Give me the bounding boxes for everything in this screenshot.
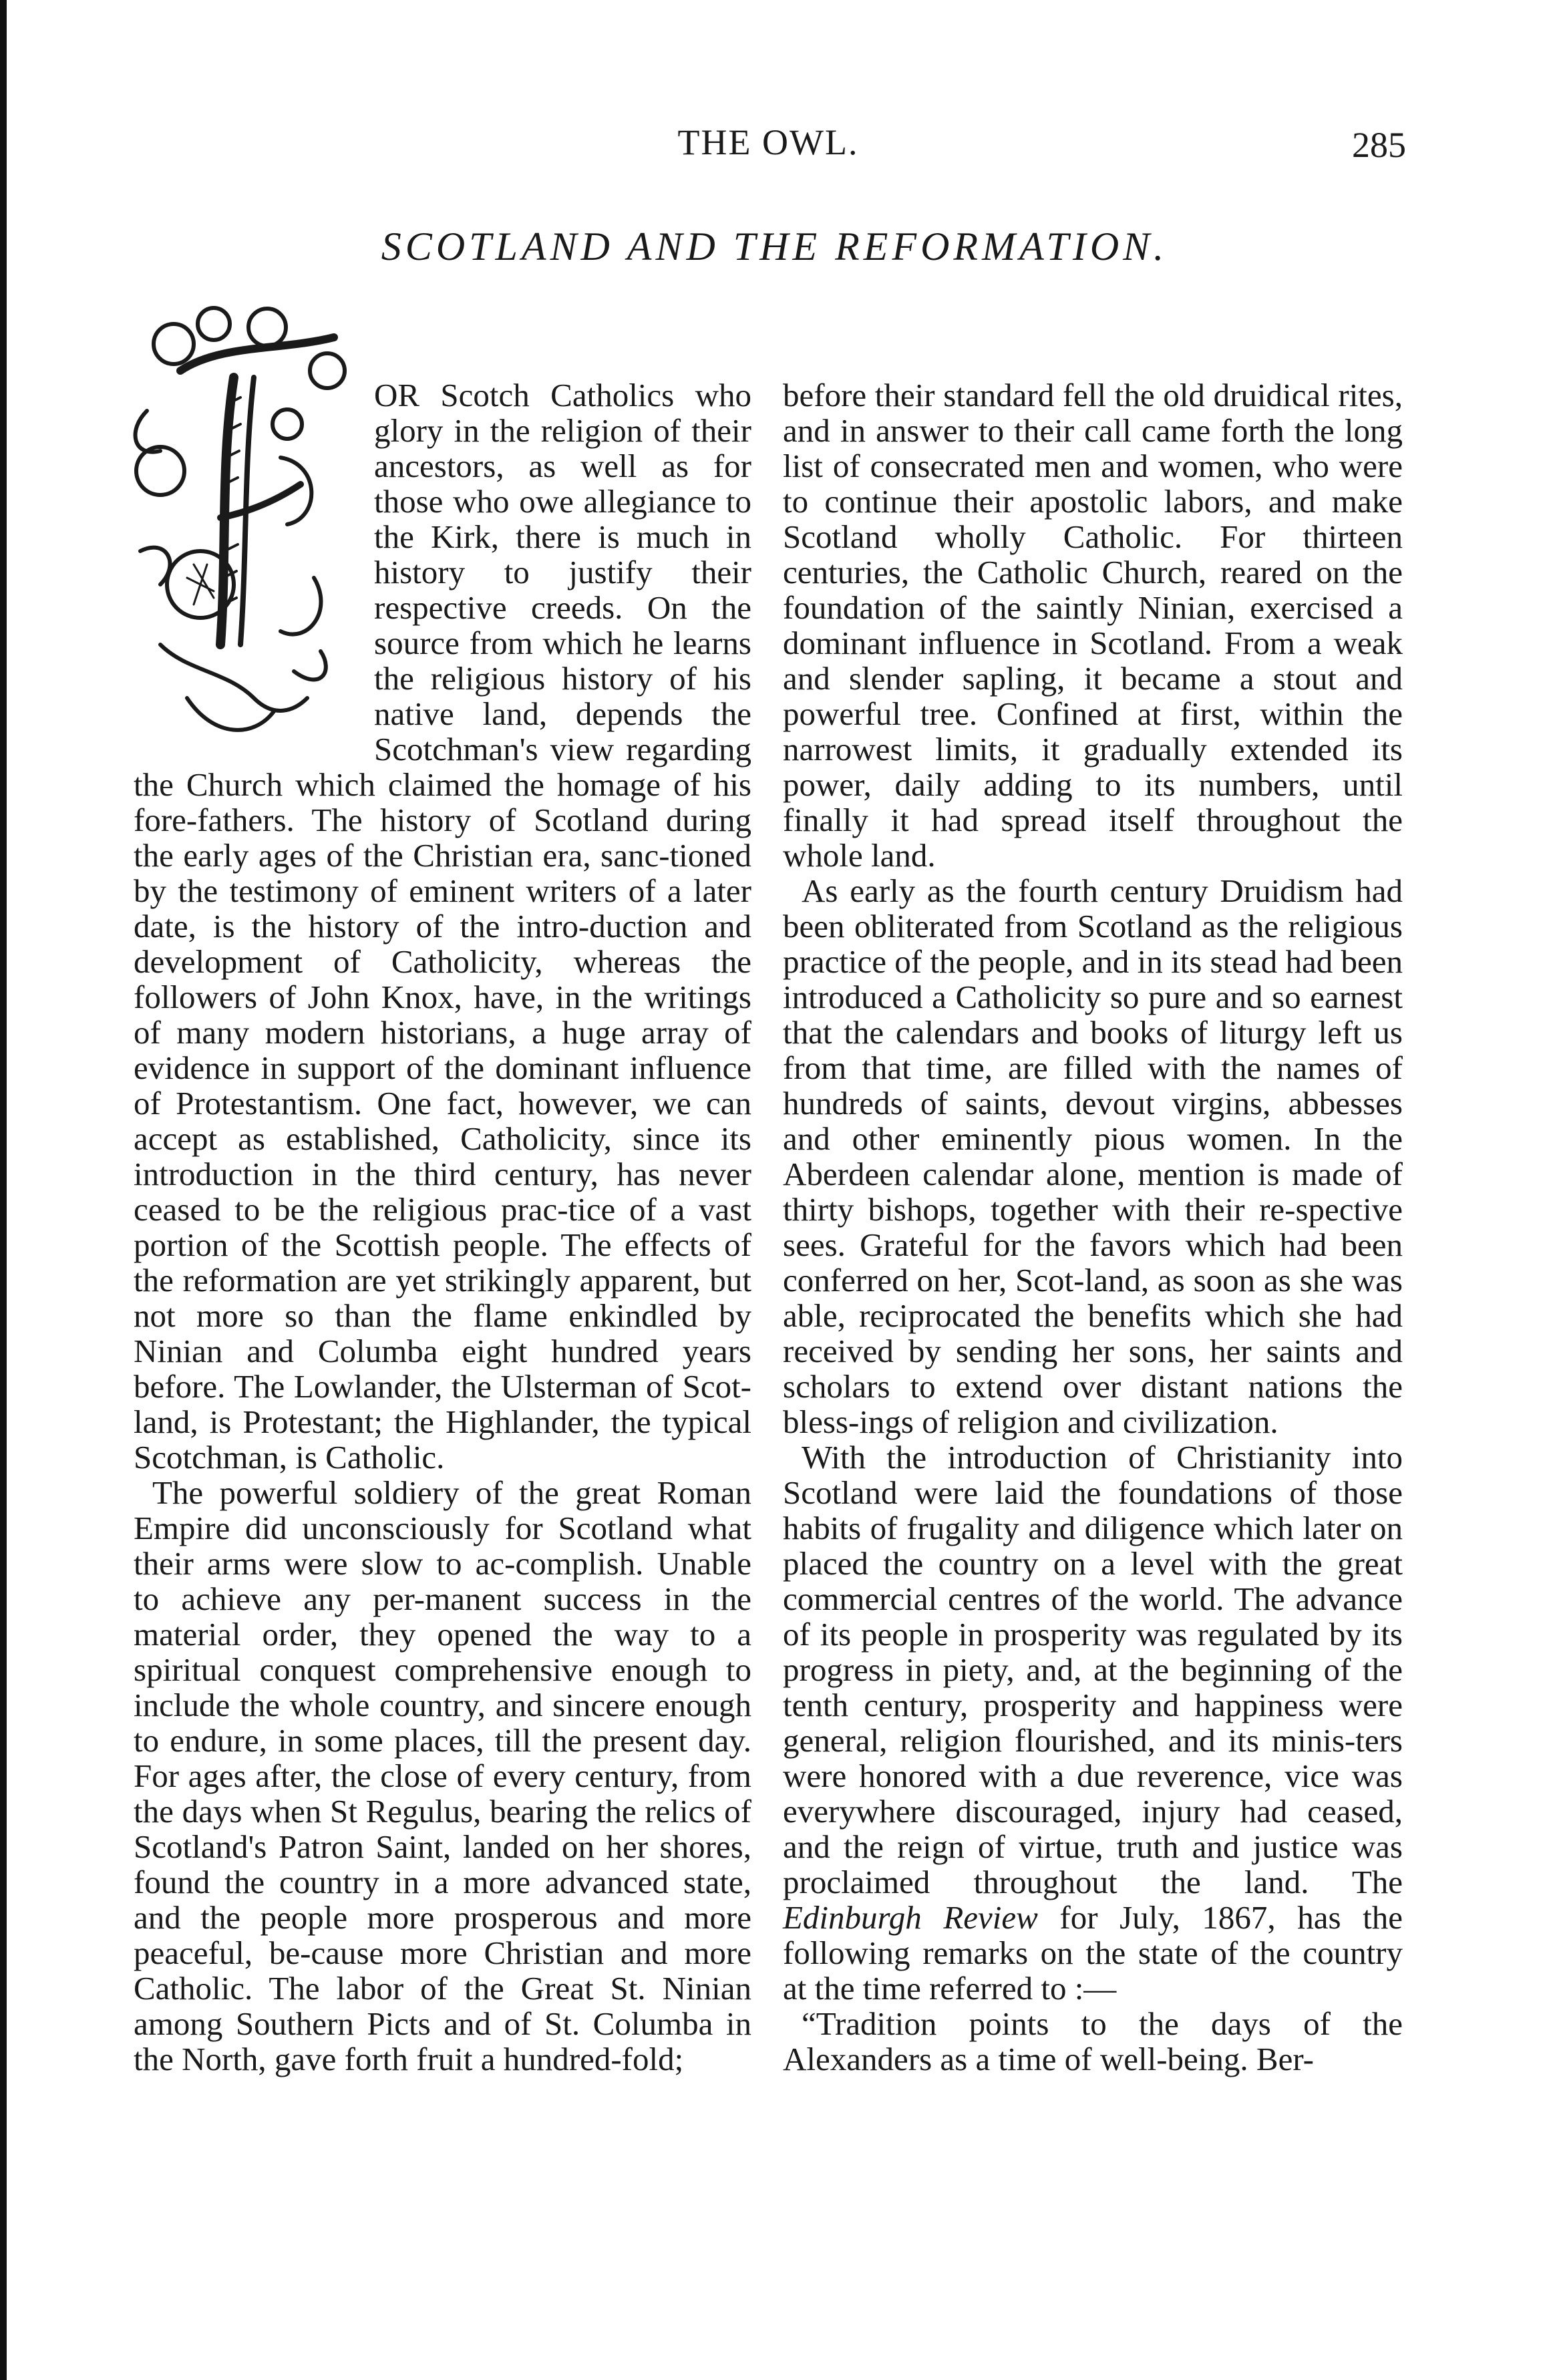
paragraph: The powerful soldiery of the great Roman Empire did unconsciously for Scotland what their arms were slow to ac-complish. Unable to achieve any per-manent success in the material order, they opened the way to a spiritual conquest comprehensive enough to include the whole country, and sincere enough to endure, in some places, till the present day. For ages after, the close of every century, from the days when St Regulus, bearing the relics of Scotland's Patron Saint, landed on her shores, found the country in a more advanced state, and the people more prosperous and more peaceful, be-cause more Christian and more Catholic. The labor of the Great St. Ninian among Southern Picts and of St. Columba in the North, gave forth fruit a hundred-fold;	[134, 1474, 751, 2077]
left-column	[134, 377, 751, 2077]
paragraph-text: With the introduction of Christianity into Scotland were laid the foundations of those habits of frugality and diligence which later on placed the country on a level with the great commercial centres of the world. The advance of its people in prosperity was regulated by its progress in piety, and, at the beginning of the tenth century, prosperity and happiness were general, religion flourished, and its minis-ters were honored with a due reverence, vice was everywhere discouraged, injury had ceased, and the reign of virtue, truth and justice was proclaimed throughout the land. The	[783, 1439, 1403, 1900]
journal-title: THE OWL.	[677, 122, 859, 162]
paragraph: As early as the fourth century Druidism had been obliterated from Scotland as the religious practice of the people, and in its stead had been introduced a Catholicity so pure and so earnest that the calendars and books of liturgy left us from that time, are filled with the names of hundreds of saints, devout virgins, abbesses and other eminently pious women. In the Aberdeen calendar alone, mention is made of thirty bishops, together with their re-spective sees. Grateful for the favors which had been conferred on her, Scot-land, as soon as she was able, reciprocated the benefits which she had received by sending her sons, her saints and scholars to extend over distant nations the bless-ings of religion and civilization.	[783, 872, 1403, 1440]
paragraph-text: for July, 1867, has the following remarks on the state of the country at the time referred to :—	[783, 1899, 1403, 2007]
running-head	[0, 122, 1549, 168]
page-number: 285	[1352, 125, 1406, 165]
cited-journal-name: Edinburgh Review	[783, 1899, 1038, 1936]
article-title: SCOTLAND AND THE REFORMATION.	[381, 224, 1168, 269]
scan-edge-bar	[0, 0, 7, 2380]
right-column	[783, 377, 1403, 2077]
ornamental-initial	[120, 297, 361, 765]
paragraph: OR Scotch Catholics who glory in the religion of their ancestors, as well as for those who owe allegiance to the Kirk, there is much in history to justify their respective creeds. On the source from which he learns the religious history of his native land, depends the Scotchman's view regarding the Church which claimed the homage of his fore-fathers. The history of Scotland during the early ages of the Christian era, sanc-tioned by the testimony of eminent writers of a later date, is the history of the intro-duction and development of Catholicity, whereas the followers of John Knox, have, in the writings of many modern historians, a huge array of evidence in support of the dominant influence of Protestantism. One fact, however, we can accept as established, Catholicity, since its introduction in the third century, has never ceased to be the religious prac-tice of a vast portion of the Scottish people. The effects of the reformation are yet strikingly apparent, but not more so than the flame enkindled by Ninian and Columba eight hundred years before. The Lowlander, the Ulsterman of Scot-land, is Protestant; the Highlander, the typical Scotchman, is Catholic.	[134, 377, 751, 1476]
paragraph: before their standard fell the old druidical rites, and in answer to their call came forth the long list of consecrated men and women, who were to continue their apostolic labors, and make Scotland wholly Catholic. For thirteen centuries, the Catholic Church, reared on the foundation of the saintly Ninian, exercised a dominant influence in Scotland. From a weak and slender sapling, it became a stout and powerful tree. Confined at first, within the narrowest limits, it gradually extended its power, daily adding to its numbers, until finally it had spread itself throughout the whole land.	[783, 377, 1403, 874]
paragraph: “Tradition points to the days of the Alexanders as a time of well-being. Ber-	[783, 2005, 1403, 2077]
paragraph	[783, 1439, 1403, 2006]
